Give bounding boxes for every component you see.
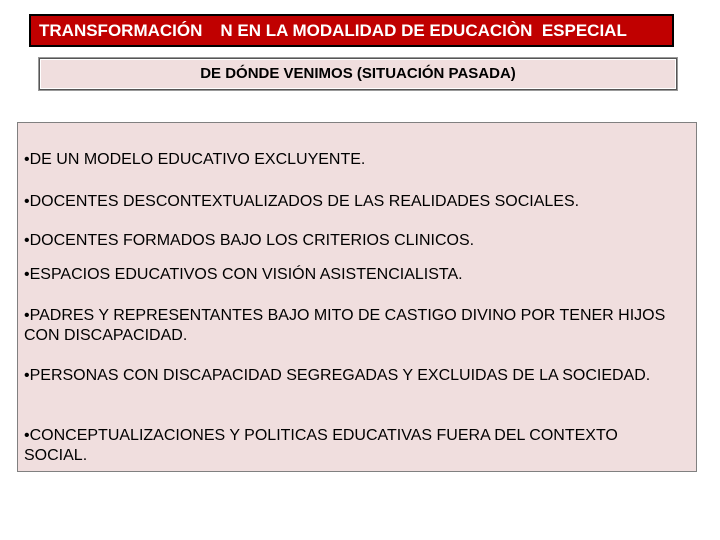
bullet-list-box (17, 122, 697, 472)
slide-title (29, 14, 674, 47)
bullet-item: •CONCEPTUALIZACIONES Y POLITICAS EDUCATIVAS FUERA DEL CONTEXTO SOCIAL. (24, 427, 618, 464)
slide-title-part2: N EN LA MODALIDAD DE EDUCACIÒN ESPECIAL (220, 21, 627, 40)
slide-title-part1: TRANSFORMACIÓN (39, 21, 203, 40)
bullet-item: •DOCENTES FORMADOS BAJO LOS CRITERIOS CLINICOS. (24, 232, 475, 249)
bullet-item: •DOCENTES DESCONTEXTUALIZADOS DE LAS REALIDADES SOCIALES. (24, 193, 580, 210)
bullet-item: •PADRES Y REPRESENTANTES BAJO MITO DE CASTIGO DIVINO POR TENER HIJOS CON DISCAPACIDAD. (24, 307, 666, 344)
section-subtitle: DE DÓNDE VENIMOS (SITUACIÓN PASADA) (39, 58, 677, 90)
bullet-item: •DE UN MODELO EDUCATIVO EXCLUYENTE. (24, 151, 366, 168)
bullet-item: •ESPACIOS EDUCATIVOS CON VISIÓN ASISTENCIALISTA. (24, 266, 463, 283)
bullet-item: •PERSONAS CON DISCAPACIDAD SEGREGADAS Y EXCLUIDAS DE LA SOCIEDAD. (24, 367, 651, 384)
